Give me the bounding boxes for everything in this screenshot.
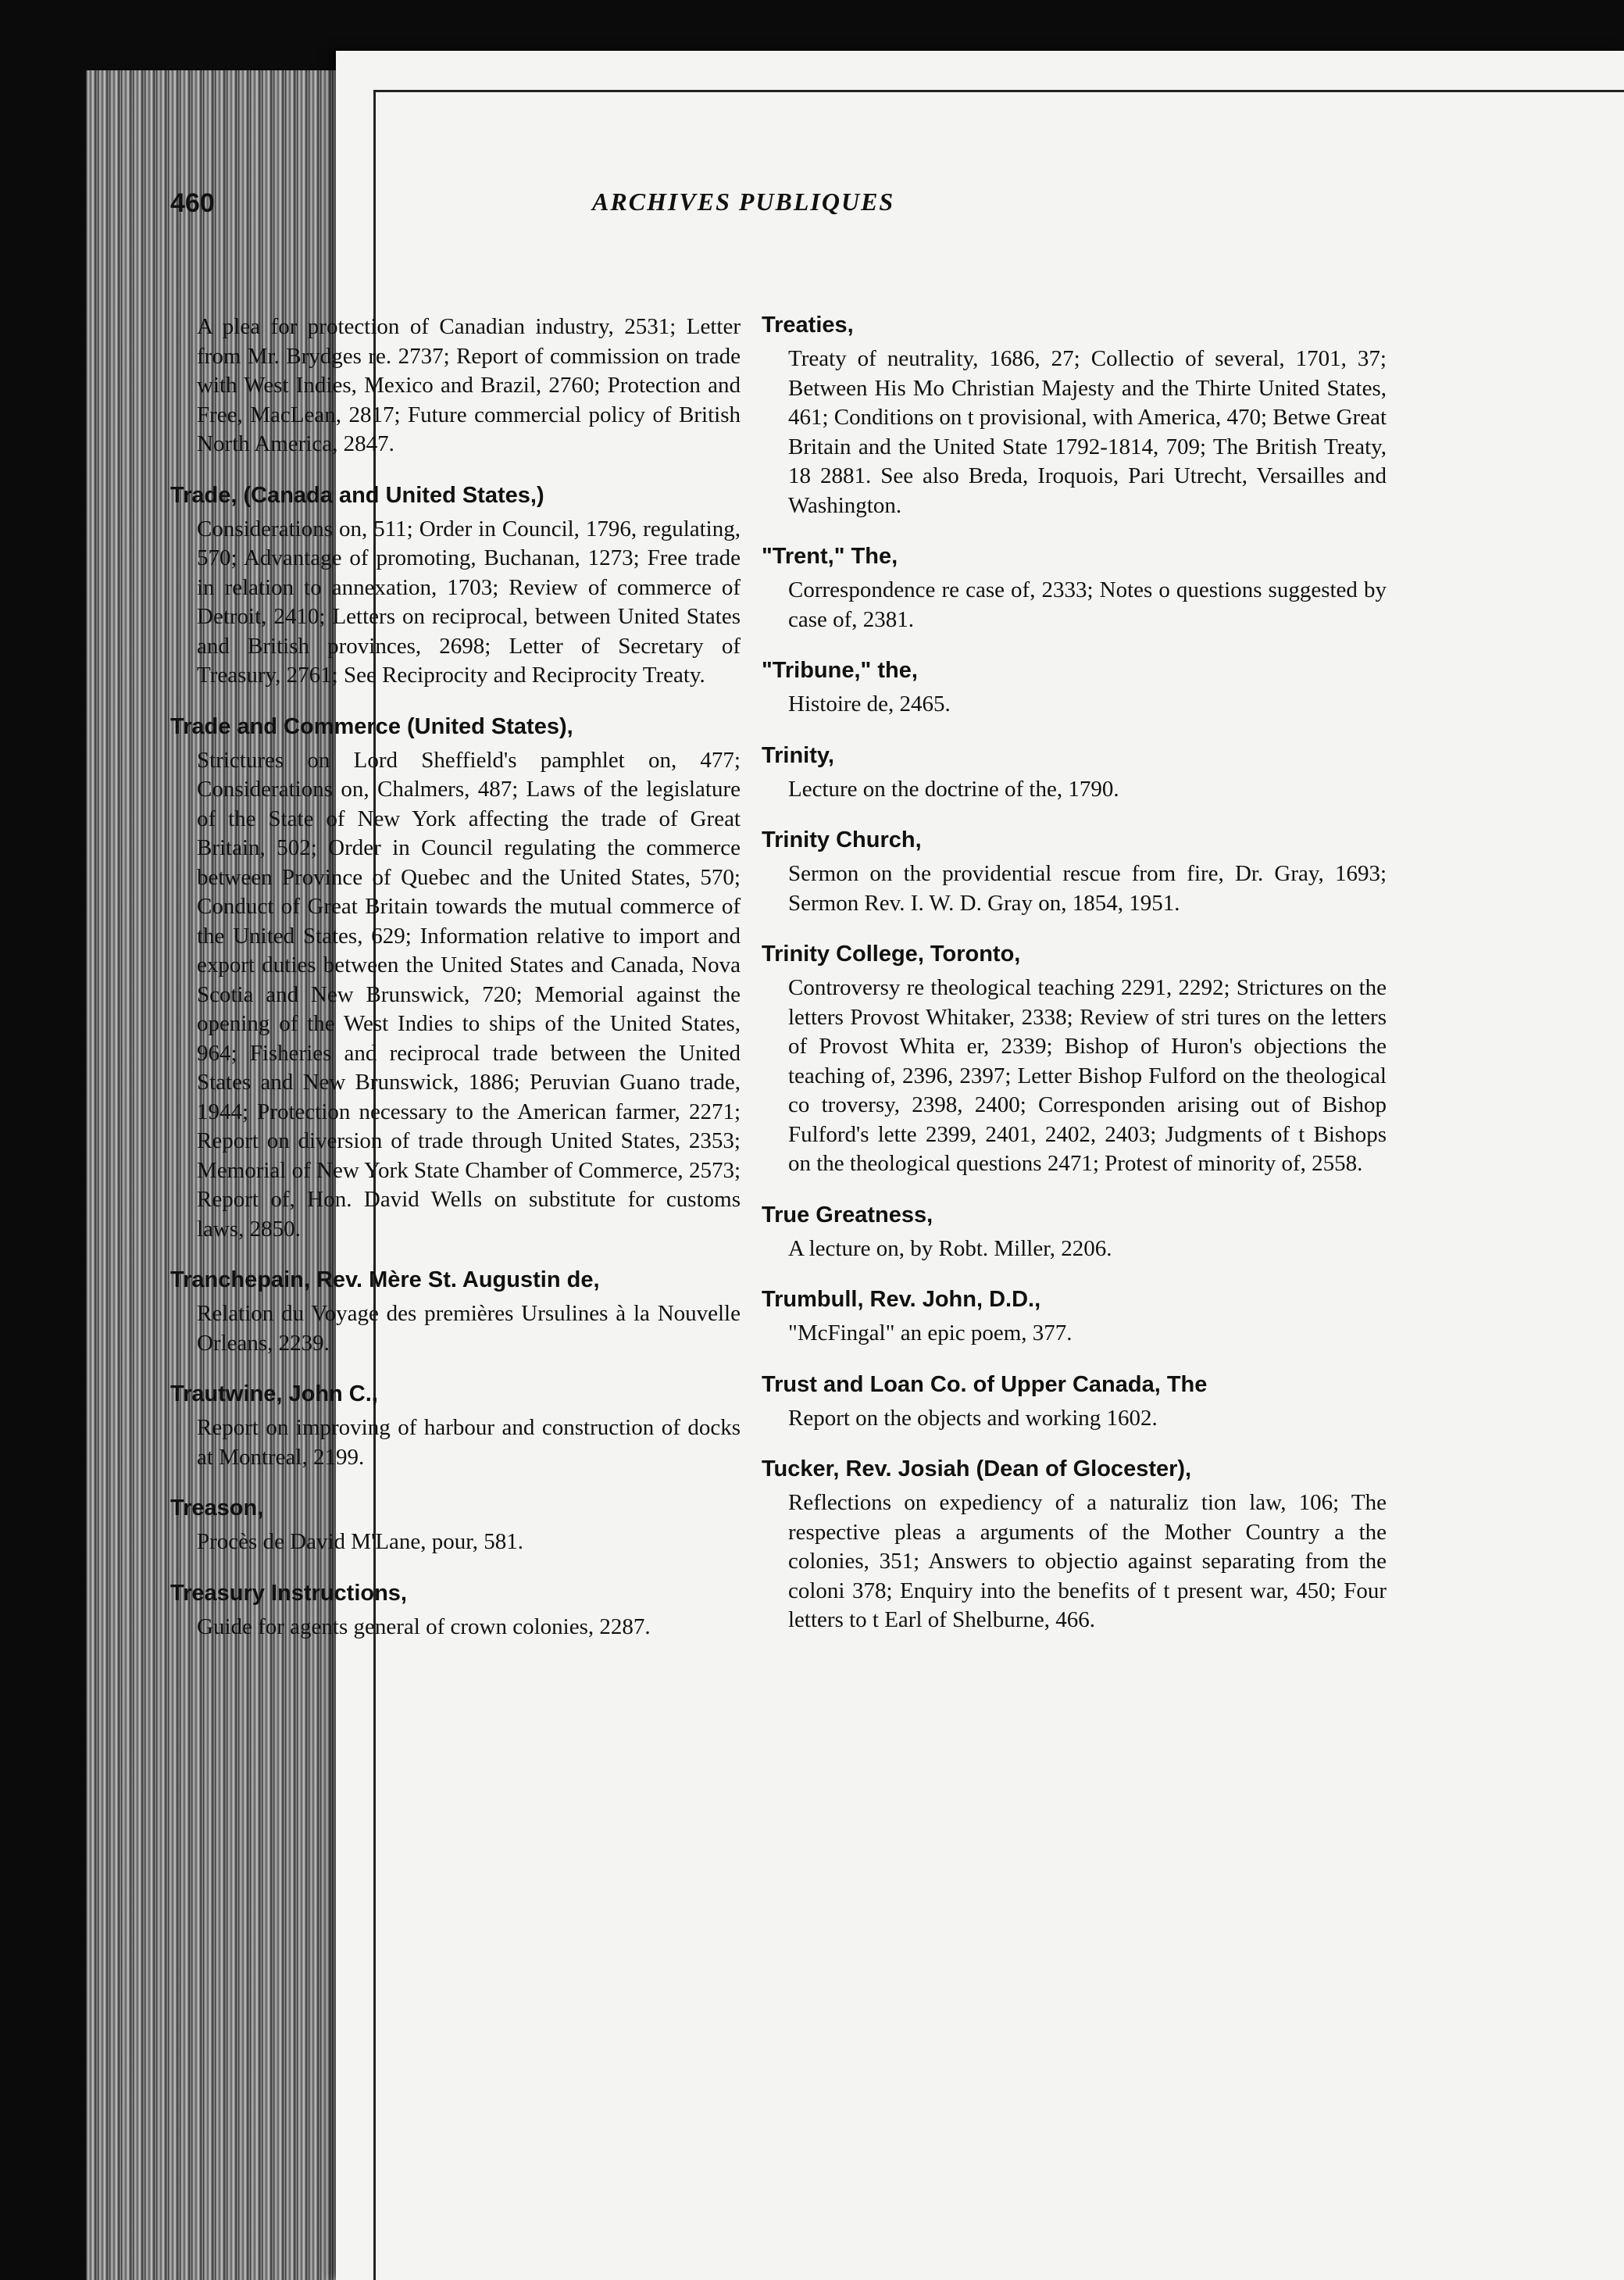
page-number: 460 (170, 188, 215, 218)
index-entry (170, 1381, 741, 1472)
entry-heading: Trade, (Canada and United States,) (170, 482, 544, 508)
entry-body: Guide for agents general of crown colonies, 2287. (197, 1614, 651, 1639)
index-entry (170, 483, 741, 691)
index-entry (762, 1456, 1387, 1635)
entry-heading: Trautwine, John C., (170, 1381, 378, 1406)
continuation-text: A plea for protection of Canadian industry, 2531; Letter from Mr. Brydges re. 2737; Report of commission on trade with West Indies, Mexico and Brazil, 2760; Protection and Free, MacLean, 2817; Future commercial policy of British North America, 2847. (197, 314, 741, 456)
entry-body: Treaty of neutrality, 1686, 27; Collectio of several, 1701, 37; Between His Mo Christian Majesty and the Thirte United States, 461; Conditions on t provisional, with America, 470; Betwe Great Britain and the United State 1792-1814, 709; The British Treaty, 18 2881. See also Breda, Iroquois, Pari Utrecht, Versailles and Washington. (788, 346, 1387, 518)
entry-body: Report on improving of harbour and construction of docks at Montreal, 2199. (197, 1415, 741, 1470)
running-head: ARCHIVES PUBLIQUES (592, 188, 895, 216)
entry-body: Relation du Voyage des premières Ursulines à la Nouvelle Orleans, 2239. (197, 1301, 741, 1356)
entry-body: Reflections on expediency of a naturaliz tion law, 106; The respective pleas a arguments of the Mother Country a the colonies, 351; Answers to objectio against separating from the coloni 378; Enquiry into the benefits of t present war, 450; Four letters to t Earl of Shelburne, 466. (788, 1490, 1387, 1632)
entry-body: Procès de David M'Lane, pour, 581. (197, 1529, 524, 1554)
entry-heading: Treaties, (762, 313, 854, 338)
entry-heading: Tucker, Rev. Josiah (Dean of Glocester), (762, 1456, 1192, 1481)
entry-heading: Treasury Instructions, (170, 1580, 407, 1606)
entry-body: A lecture on, by Robt. Miller, 2206. (788, 1235, 1112, 1261)
entry-heading: Trust and Loan Co. of Upper Canada, The (762, 1371, 1208, 1397)
index-entry (762, 313, 1387, 520)
entry-body: "McFingal" an epic poem, 377. (788, 1320, 1073, 1345)
left-column (170, 313, 741, 1665)
entry-heading: Trinity College, Toronto, (762, 942, 1021, 967)
index-entry (762, 1287, 1387, 1349)
entry-body: Lecture on the doctrine of the, 1790. (788, 776, 1119, 802)
entry-body: Strictures on Lord Sheffield's pamphlet on, 477; Considerations on, Chalmers, 487; Laws of the legislature of the State of New York affecting the trade of Great Britain, 502; Order in Council regulating the commerce between Province of Quebec and the United States, 570; Conduct of Great Britain towards the mutual commerce of the United States, 629; Information relative to import and export duties between the United States and Canada, Nova Scotia and New Brunswick, 720; Memorial against the opening of the West Indies to ships of the United States, 964; Fisheries and reciprocal trade between the United States and New Brunswick, 1886; Peruvian Guano trade, 1944; Protection necessary to the American farmer, 2271; Report on diversion of trade through United States, 2353; Memorial of New York State Chamber of Commerce, 2573; Report of, Hon. David Wells on substitute for customs laws, 2850. (197, 747, 741, 1242)
entry-heading: Treason, (170, 1496, 264, 1521)
index-entry (762, 658, 1387, 720)
index-entry (170, 714, 741, 1245)
entry-heading: True Greatness, (762, 1202, 933, 1228)
entry-body: Histoire de, 2465. (788, 692, 951, 717)
index-entry (170, 1581, 741, 1642)
index-entry (762, 1203, 1387, 1264)
entry-body: Controversy re theological teaching 2291, 2292; Strictures on the letters Provost Whitaker, 2338; Review of stri tures on the letters of Provost Whita er, 2339; Bishop of Huron's objections the teaching of, 2396, 2397; Letter Bishop Fulford on the theological co troversy, 2398, 2400; Corresponden arising out of Bishop Fulford's lette 2399, 2401, 2402, 2403; Judgments of t Bishops on the theological questions 2471; Protest of minority of, 2558. (788, 975, 1387, 1176)
right-column (762, 313, 1387, 1659)
entry-body: Considerations on, 511; Order in Council, 1796, regulating, 570; Advantage of promoting, Buchanan, 1273; Free trade in relation to annexation, 1703; Review of commerce of Detroit, 2410; Letters on reciprocal, between United States and British provinces, 2698; Letter of Secretary of Treasury, 2761; See Reciprocity and Reciprocity Treaty. (197, 516, 741, 688)
entry-heading: Tranchepain, Rev. Mère St. Augustin de, (170, 1267, 600, 1292)
entry-heading: Trumbull, Rev. John, D.D., (762, 1287, 1041, 1312)
entry-heading: Trinity Church, (762, 827, 922, 852)
entry-heading: "Tribune," the, (762, 658, 918, 683)
entry-body: Report on the objects and working 1602. (788, 1405, 1158, 1431)
entry-heading: Trinity, (762, 742, 834, 768)
index-entry (170, 1267, 741, 1358)
index-entry (170, 1496, 741, 1557)
entry-body: Correspondence re case of, 2333; Notes o questions suggested by case of, 2381. (788, 577, 1387, 632)
index-entry (762, 942, 1387, 1179)
index-entry (762, 1372, 1387, 1434)
entry-heading: Trade and Commerce (United States), (170, 713, 573, 739)
entry-body: Sermon on the providential rescue from fire, Dr. Gray, 1693; Sermon Rev. I. W. D. Gray on, 1854, 1951. (788, 861, 1387, 916)
entry-heading: "Trent," The, (762, 544, 898, 569)
index-entry (762, 827, 1387, 918)
index-entry (762, 743, 1387, 805)
index-entry (762, 544, 1387, 634)
